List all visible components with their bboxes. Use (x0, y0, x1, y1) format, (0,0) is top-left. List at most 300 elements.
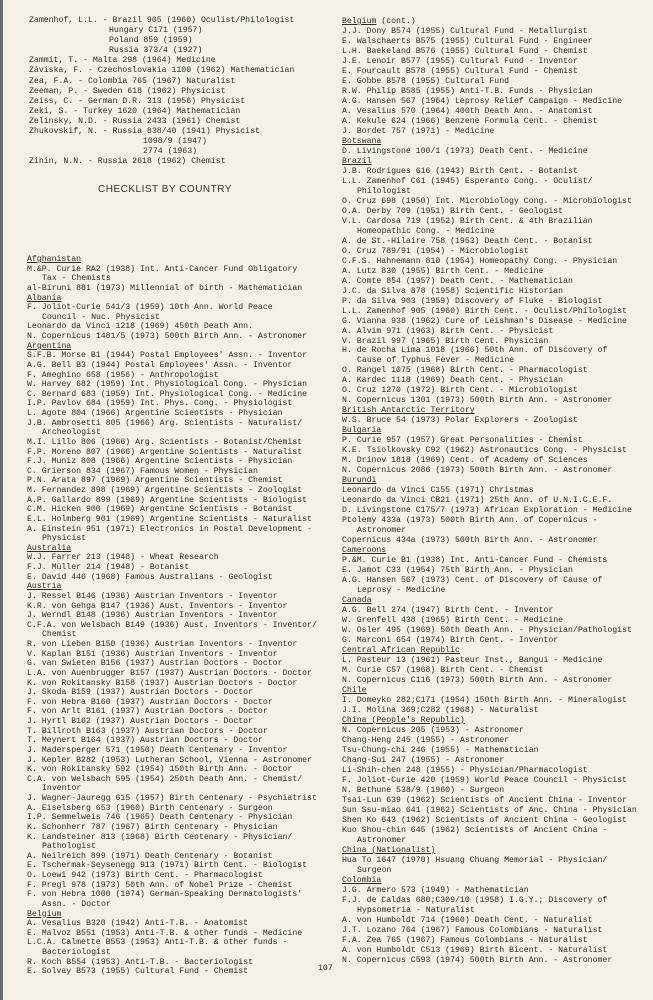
stamp-entry (342, 287, 637, 297)
country-name: China (Nationalist) (342, 845, 436, 855)
stamp-entry-line: J. Skoda B159 (1937) Austrian Doctors - Doctor (27, 688, 254, 698)
stamp-entry-line: J. Madersperger 571 (1950) Death Centenary - Inventor (27, 745, 288, 755)
stamp-entry-line: T. Meynert B164 (1937) Austrian Doctors - Doctor (27, 736, 263, 746)
stamp-entry (27, 746, 317, 756)
stamp-entry (342, 636, 637, 646)
stamp-entry (27, 515, 317, 525)
country-name: Chile (342, 685, 367, 695)
stamp-entry-line: E. Tschermak-Seysenegg 913 (1971) Birth Cent. - Biologist (27, 861, 308, 871)
stamp-entry-line: Hua To 1647 (1970) Hsuang Chuang Memorial - Physician/ (342, 855, 608, 865)
stamp-entry-line: A. Vesalius B320 (1942) Anti-T.B. - Anatomist (27, 919, 249, 929)
stamp-entry (27, 756, 317, 766)
stamp-entry-continuation: Pathologist (42, 842, 97, 852)
stamp-entry-line: V. Kaplan B151 (1936) Austrian Inventors - Inventor (27, 649, 278, 659)
stamp-entry (342, 366, 637, 376)
index-line: 2774 (1963) (143, 147, 198, 157)
stamp-entry-line: F.J. Muniz 808 (1966) Argentine Scientists - Physician (27, 457, 293, 467)
stamp-entry (342, 47, 637, 57)
stamp-entry (342, 307, 637, 317)
stamp-entry-line: A. von Humboldt 714 (1960) Death Cent. - Naturalist (342, 915, 593, 925)
stamp-entry-continuation: Archeologist (42, 428, 101, 438)
stamp-entry (342, 386, 637, 396)
stamp-entry-line: A. Neilreich 899 (1971) Death Centenary - Botanist (27, 851, 273, 861)
stamp-entry (27, 438, 317, 448)
stamp-entry (27, 467, 317, 477)
country-heading (342, 646, 637, 656)
stamp-entry-line: A.G. Hansen 567 (1973) Cent. of Discovery of Cause of (342, 576, 603, 586)
stamp-entry-line: P.N. Arata 897 (1969) Argentine Scientists - Chemist (27, 476, 283, 486)
stamp-entry (342, 197, 637, 207)
stamp-entry (27, 371, 317, 381)
section-title: CHECKLIST BY COUNTRY (98, 184, 232, 195)
stamp-entry (342, 117, 637, 127)
page-edge-shadow (0, 0, 3, 1000)
index-line: Zamenhof, L.L. - Brazil 905 (1960) Oculist/Philologist (29, 16, 295, 25)
country-group (27, 910, 317, 977)
stamp-entry (342, 247, 637, 257)
stamp-entry (27, 419, 317, 438)
stamp-entry-line: M.&P. Curie RA2 (1938) Int. Anti-Cancer Fund Obligatory (27, 264, 298, 274)
stamp-entry-line: L.A. von Auenbrugger B157 (1937) Austrian Doctors - Doctor (27, 668, 312, 678)
stamp-entry-line: F.J. Müller 214 (1948) - Botanist (27, 563, 190, 572)
stamp-entry (342, 746, 637, 756)
stamp-entry (342, 297, 637, 307)
stamp-entry (342, 886, 637, 896)
checklist-column-left (27, 255, 317, 977)
country-group (342, 157, 637, 407)
stamp-entry (342, 257, 637, 267)
stamp-entry-line: Shen Ko 643 (1962) Scientists of Ancient China - Geologist (342, 815, 627, 825)
stamp-entry (342, 786, 637, 796)
stamp-entry-line: S.F.B. Morse B1 (1944) Postal Employees' Assn. - Inventor (27, 351, 308, 361)
stamp-entry (27, 775, 317, 794)
country-name: British Antarctic Territory (342, 406, 475, 416)
index-line: Hungary C171 (1957) (109, 26, 203, 36)
stamp-entry-line: L.L. Zamenhof 905 (1960) Birth Cent. - Oculist/Philologist (342, 306, 627, 316)
country-heading (342, 546, 637, 556)
stamp-entry (342, 436, 637, 446)
stamp-entry (342, 706, 637, 716)
stamp-entry-line: O. Loewi 942 (1973) Birth Cent. - Pharmacologist (27, 871, 263, 880)
stamp-entry-line: C.A. von Welsbach 595 (1954) 250th Death Ann. - Chemist/ (27, 774, 303, 784)
stamp-entry (342, 107, 637, 117)
stamp-entry-line: K. von Rokitansky 592 (1954) 150th Birth Ann. - Doctor (27, 765, 293, 775)
stamp-entry-line: W.J. Farrer 213 (1948) - Wheat Research (27, 553, 219, 563)
index-entry: Zea, F.A. - Colombia 765 (1967) Naturalist (29, 76, 236, 86)
stamp-entry (27, 823, 317, 833)
stamp-entry (342, 816, 637, 826)
country-group (342, 646, 637, 686)
stamp-entry-line: F. Pregl 978 (1973) 50th Ann. of Nobel Prize - Chemist (27, 880, 293, 890)
stamp-entry-line: E. Solvay B573 (1955) Cultural Fund - Chemist (27, 967, 249, 977)
country-name: Belgium (27, 909, 62, 919)
stamp-entry-line: E. Malvoz B551 (1953) Anti-T.B. & other funds - Medicine (27, 928, 303, 938)
stamp-entry-line: K. von Rokitansky B158 (1937) Austrian Doctors - Doctor (27, 678, 298, 688)
stamp-entry-line: W. Osler 495 (1969) 50th Death Ann. - Physician/Pathologist (342, 626, 632, 636)
stamp-entry (27, 496, 317, 506)
stamp-entry (342, 237, 637, 247)
stamp-entry (27, 679, 317, 689)
index-entry: Zeiss, C. - German D.R. 313 (1956) Physicist (29, 96, 246, 106)
country-name: Albania (27, 293, 62, 303)
stamp-entry (342, 566, 637, 576)
stamp-entry-line: Chang-Heng 245 (1955) - Astronomer (342, 735, 510, 745)
stamp-entry-line: Tsai-Lun 639 (1962) Scientists of Ancient China - Inventor (342, 795, 627, 805)
stamp-entry-line: I.P. Pavlov 684 (1959) Int. Phys. Cong. - Physiologist (27, 399, 293, 409)
stamp-entry-continuation: Astronomer (357, 526, 407, 536)
stamp-entry (27, 861, 317, 871)
stamp-entry-line: A. Kekule 624 (1966) Benzene Formula Cent. - Chemist (342, 116, 598, 126)
stamp-entry-line: G. van Swieten B156 (1937) Austrian Doctors - Doctor (27, 659, 283, 669)
stamp-entry-line: N. Copernicus C116 (1973) 500th Birth Ann. - Astronomer (342, 675, 613, 685)
stamp-entry-line: D. Livingstone C175/7 (1973) African Exploration - Medicine (342, 506, 632, 516)
stamp-entry-line: J.B. Rodrigues 616 (1943) Birth Cent. - Botanist (342, 166, 578, 176)
country-heading (27, 342, 317, 352)
stamp-entry-line: Li-Shih-chen 248 (1955) - Physician/Pharmacologist (342, 765, 588, 775)
stamp-entry-line: A.G. Bell 274 (1947) Birth Cent. - Inventor (342, 606, 554, 616)
stamp-entry-line: C. Bernard 683 (1959) Int. Physiological Cong. - Medicine (27, 389, 308, 399)
stamp-entry-line: E. Jamot C33 (1954) 75th Birth Ann. - Physician (342, 566, 573, 576)
country-heading (342, 876, 637, 886)
stamp-entry-line: K.R. von Gehga B147 (1936) Aust. Inventors - Inventor (27, 601, 288, 611)
stamp-entry (342, 656, 637, 666)
stamp-entry (27, 659, 317, 669)
checklist-column-right (342, 17, 637, 966)
stamp-entry (27, 967, 317, 977)
stamp-entry-continuation: Hypsometria - Naturalist (357, 905, 475, 915)
stamp-entry-continuation: Chemist (42, 630, 77, 640)
stamp-entry-line: al-Biruni 881 (1973) Millennial of birth - Mathematician (27, 283, 303, 293)
stamp-entry-line: M. Curie C57 (1968) Birth Cent. - Chemist (342, 665, 544, 675)
stamp-entry (342, 616, 637, 626)
stamp-entry-line: C.M. Hicken 900 (1969) Argentine Scientists - Botanist (27, 505, 293, 515)
stamp-entry (342, 446, 637, 456)
stamp-entry-line: Chang-Sui 247 (1955) - Astronomer (342, 755, 505, 765)
stamp-entry (342, 37, 637, 47)
stamp-entry-line: F. von Hebra 1000 (1974) German-Speaking Dermatologists' (27, 890, 303, 900)
stamp-entry (342, 277, 637, 287)
country-name: China (People's Republic) (342, 715, 465, 725)
country-group (27, 342, 317, 544)
stamp-entry-line: C.F.S. Hahnemann 810 (1954) Homeopathy Cong. - Physician (342, 256, 618, 266)
stamp-entry-line: P.&M. Curie B1 (1938) Int. Anti-Cancer Fund - Chemists (342, 556, 608, 566)
stamp-entry (342, 946, 637, 956)
index-line: Poland 859 (1959) (109, 36, 193, 46)
country-group (27, 294, 317, 342)
stamp-entry-line: E. David 446 (1968) Famous Australians - Geologist (27, 572, 273, 582)
country-heading (342, 596, 637, 606)
stamp-entry-line: I.P. Semmelweis 746 (1965) Death Centenary - Physician (27, 813, 293, 823)
stamp-entry-continuation: Inventor (42, 784, 82, 794)
index-entry: Zinin, N.N. - Russia 2618 (1962) Chemist (29, 157, 226, 167)
stamp-entry-line: Leonardo da Vinci C155 (1971) Christmas (342, 486, 534, 496)
stamp-entry (342, 766, 637, 776)
stamp-entry (27, 688, 317, 698)
stamp-entry (342, 936, 637, 946)
stamp-entry (342, 376, 637, 386)
stamp-entry (342, 147, 637, 157)
stamp-entry-line: A.G. Hansen 567 (1964) Leprosy Relief Campaign - Medicine (342, 96, 623, 106)
stamp-entry-line: N. Copernicus 2086 (1973) 500th Birth Ann. - Astronomer (342, 466, 613, 476)
country-name: Canada (342, 596, 372, 606)
country-heading (342, 137, 637, 147)
stamp-entry-line: N. Copernicus 205 (1953) - Astronomer (342, 725, 524, 735)
stamp-entry-continuation: Council - Nuc. Physicist (42, 312, 160, 322)
stamp-entry-line: L. Agote 804 (1966) Argentine Scientists - Physician (27, 409, 283, 418)
stamp-entry (342, 57, 637, 67)
country-name: Botswana (342, 136, 382, 146)
stamp-entry-line: C.F.A. von Welsbach B149 (1936) Aust. Inventors - Inventor/ (27, 620, 317, 630)
stamp-entry-line: O. Cruz 1270 (1972) Birth Cent. - Microbiologist (342, 386, 578, 396)
index-line: Russia 373/4 (1927) (109, 46, 203, 56)
stamp-entry-line: I. Domeyko 282;C171 (1954) 150th Birth Ann. - Mineralogist (342, 695, 627, 705)
stamp-entry-line: J.C. da Silva 878 (1958) Scientific Historian (342, 286, 564, 296)
stamp-entry (27, 351, 317, 361)
stamp-entry-line: K. Schonherr 787 (1967) Birth Centenary - Physician (27, 822, 278, 832)
stamp-entry-line: J. Hyrtl B162 (1937) Austrian Doctors - Doctor (27, 717, 254, 726)
stamp-entry-line: N. Bethune 538/9 (1960) - Surgeon (342, 785, 505, 795)
stamp-entry (342, 456, 637, 466)
stamp-entry (27, 833, 317, 852)
stamp-entry-line: J.J. Dony B574 (1955) Cultural Fund - Metallurgist (342, 26, 588, 36)
stamp-entry (27, 486, 317, 496)
stamp-entry (342, 27, 637, 37)
stamp-entry (27, 505, 317, 515)
stamp-entry (342, 826, 637, 846)
stamp-entry (342, 776, 637, 786)
stamp-entry-line: T. Billroth B163 (1937) Austrian Doctors - Doctor (27, 726, 268, 736)
country-name: Afghanistan (27, 255, 82, 264)
stamp-entry-line: R. Koch B554 (1953) Anti-T.B. - Bacteriologist (27, 957, 254, 967)
stamp-entry-line: L.H. Baekeland B576 (1955) Cultural Fund - Chemist (342, 46, 588, 56)
stamp-entry-line: K.E. Tsiolkovsky C92 (1962) Astronautics Cong. - Physicist (342, 446, 627, 456)
stamp-entry-line: F. von Arlt B161 (1937) Austrian Doctors - Doctor (27, 707, 268, 717)
stamp-entry (27, 284, 317, 294)
country-heading (342, 846, 637, 856)
stamp-entry (342, 516, 637, 536)
stamp-entry (342, 696, 637, 706)
stamp-entry-line: Tsu-Chung-chi 246 (1955) - Mathematician (342, 745, 539, 755)
stamp-entry-continuation: Philologist (357, 186, 412, 196)
country-heading (342, 17, 637, 27)
stamp-entry-line: J.T. Lozano 764 (1967) Famous Colombians - Naturalist (342, 925, 603, 935)
stamp-entry (342, 67, 637, 77)
stamp-entry-line: Leonardo da Vinci 1218 (1969) 450th Death Ann. (27, 322, 254, 332)
stamp-entry (27, 448, 317, 458)
stamp-entry (342, 466, 637, 476)
country-group (342, 426, 637, 476)
stamp-entry (27, 698, 317, 708)
stamp-entry-line: L.C.A. Calmette B553 (1953) Anti-T.B. & other funds - (27, 938, 288, 948)
stamp-entry (342, 496, 637, 506)
stamp-entry-line: J. Werndl B148 (1936) Austrian Inventors - Inventor (27, 611, 278, 621)
country-heading (342, 716, 637, 726)
stamp-entry (27, 736, 317, 746)
stamp-entry (27, 881, 317, 891)
stamp-entry (342, 796, 637, 806)
stamp-entry-line: P. da Silva 903 (1959) Discovery of Fluke - Biologist (342, 296, 603, 306)
country-heading-suffix: (cont.) (376, 17, 416, 26)
stamp-entry-line: A.G. Bell B3 (1944) Postal Employees' Assn. - Inventor (27, 360, 293, 370)
stamp-entry (27, 765, 317, 775)
stamp-entry-line: F.P. Moreno 807 (1966) Argentine Scientists - Naturalist (27, 447, 303, 457)
country-name: Austria (27, 582, 62, 592)
index-line: 1098/9 (1947) (143, 137, 207, 147)
index-entry: Zeki, S. - Turkey 1620 (1964) Mathematician (29, 106, 241, 116)
stamp-entry-line: P. Curie 957 (1957) Great Personalities - Chemist (342, 436, 583, 446)
index-entry: Záviska, F. - Czechoslovakia 1100 (1962) Mathematician (29, 66, 295, 76)
country-name: Colombia (342, 875, 382, 885)
stamp-entry (27, 852, 317, 862)
stamp-entry-line: A. Comte 854 (1957) Death Cent. - Mathematician (342, 276, 573, 286)
stamp-entry (27, 813, 317, 823)
stamp-entry-line: A. Eiselsberg 653 (1960) Birth Centenary - Surgeon (27, 803, 273, 813)
stamp-entry-line: O. Rangel 1075 (1968) Birth Cent. - Pharmacologist (342, 366, 588, 376)
stamp-entry-line: N. Copernicus 1301 (1973) 500th Birth Ann. - Astronomer (342, 396, 613, 406)
stamp-entry-line: O. Cruz 789/91 (1954) - Microbiologist (342, 246, 529, 256)
stamp-entry (27, 332, 317, 342)
country-heading (27, 544, 317, 554)
stamp-entry (27, 717, 317, 727)
stamp-entry (27, 476, 317, 486)
stamp-entry (342, 856, 637, 876)
stamp-entry (27, 592, 317, 602)
stamp-entry (342, 916, 637, 926)
country-name: Brazil (342, 156, 372, 166)
stamp-entry-line: D. Livingstone 100/1 (1973) Death Cent. - Medicine (342, 146, 588, 156)
stamp-entry (27, 938, 317, 957)
stamp-entry (342, 506, 637, 516)
stamp-entry-line: W. Grenfell 438 (1965) Birth Cent. - Medicine (342, 616, 564, 626)
stamp-entry-line: O.A. Derby 709 (1951) Birth Cent. - Geologist (342, 206, 564, 216)
stamp-entry-line: E. Fourcault B578 (1955) Cultural Fund - Chemist (342, 66, 578, 76)
stamp-entry (27, 871, 317, 881)
index-entry: Zammit, T. - Malta 298 (1964) Medicine (29, 56, 216, 66)
stamp-entry-line: J.B. Ambrosetti 805 (1966) Arg. Scientists - Naturalist/ (27, 418, 303, 428)
stamp-entry (342, 346, 637, 366)
stamp-entry (27, 409, 317, 419)
country-heading (342, 426, 637, 436)
stamp-entry-continuation: Astronomer (357, 835, 407, 845)
stamp-entry-line: A. Vesalius 570 (1964) 400th Death Ann. - Anatomist (342, 106, 593, 116)
country-group (27, 544, 317, 583)
stamp-entry-line: R.W. Philip B585 (1955) Anti-T.B. Funds - Physician (342, 86, 593, 96)
country-group (342, 716, 637, 846)
stamp-entry (27, 919, 317, 929)
stamp-entry-line: J. Kepler B282 (1953) Lutheran School, Vienna - Astronomer (27, 755, 312, 765)
stamp-entry (27, 650, 317, 660)
stamp-entry-line: L.L. Zamenhof C61 (1945) Esperanto Cong. - Oculist/ (342, 176, 593, 186)
stamp-entry-line: M.I. Lillo 806 (1966) Arg. Scientists - Botanist/Chemist (27, 437, 303, 447)
stamp-entry (342, 666, 637, 676)
stamp-entry (342, 486, 637, 496)
stamp-entry (342, 97, 637, 107)
country-group (342, 686, 637, 716)
stamp-entry (342, 396, 637, 406)
country-name: Cameroons (342, 546, 387, 556)
stamp-entry-line: A.P. Gallardo 899 (1969) Argentine Scientists - Biologist (27, 495, 308, 505)
stamp-entry (27, 390, 317, 400)
stamp-entry-line: Sun Ssu-miao 641 (1962) Scientists of Anc. China - Physician (342, 805, 637, 815)
stamp-entry-line: F.J. de Caldas 680;C309/10 (1958) I.G.Y.; Discovery of (342, 895, 608, 905)
stamp-entry-line: Leonardo da Vinci CB21 (1971) 25th Ann. of U.N.I.C.E.F. (342, 496, 613, 506)
country-group (27, 255, 317, 294)
stamp-entry (342, 127, 637, 137)
stamp-entry (27, 958, 317, 968)
stamp-entry-line: Copernicus 434a (1973) 500th Birth Ann. - Astronomer (342, 536, 598, 546)
name-index (29, 16, 294, 167)
stamp-entry-line: M. Fernandez 898 (1969) Argentine Scientists - Zoologist (27, 486, 303, 495)
stamp-entry-line: M. Drinov 1818 (1969) Cent. of Academy of Sciences (342, 456, 588, 466)
stamp-entry (342, 676, 637, 686)
stamp-entry-line: J.E. Lenoir B577 (1955) Cultural Fund - Inventor (342, 56, 578, 66)
country-heading (342, 157, 637, 167)
stamp-entry-line: F. Joliot-Curie 541/3 (1959) 10th Ann. World Peace (27, 303, 273, 313)
stamp-entry-line: W. Harvey 682 (1959) Int. Physiological Cong. - Physician (27, 380, 308, 390)
stamp-entry-line: A. Kardec 1118 (1969) Death Cent. - Physician (342, 376, 564, 386)
stamp-entry-line: N. Copernicus C593 (1974) 500th Birth Ann. - Astronomer (342, 955, 613, 965)
stamp-entry-continuation: Bacteriologist (42, 948, 111, 957)
stamp-entry (342, 756, 637, 766)
stamp-entry-line: A. de St.-Hilaire 758 (1953) Death Cent. - Botanist (342, 236, 593, 246)
stamp-entry-line: O. Cruz 698 (1950) Int. Microbiology Cong. - Microbiologist (342, 196, 632, 206)
stamp-entry (342, 87, 637, 97)
stamp-entry (342, 337, 637, 347)
country-name: Central African Republic (342, 646, 460, 656)
stamp-entry-line: J. Ressel B146 (1936) Austrian Inventors - Inventor (27, 591, 278, 601)
stamp-entry (27, 563, 317, 573)
stamp-entry (342, 536, 637, 546)
country-group (27, 582, 317, 909)
stamp-entry-continuation: Tax - Chemists (42, 274, 111, 284)
stamp-entry (342, 806, 637, 816)
stamp-entry-line: F. Ameghino 658 (1956) - Anthropologist (27, 370, 219, 380)
stamp-entry-line: A. Lutz 830 (1955) Birth Cent. - Medicine (342, 266, 544, 276)
index-line: Zhukovskif, N. - Russia 838/40 (1941) Physicist (29, 127, 260, 137)
stamp-entry-line: Ptolemy 433a (1973) 500th Birth Ann. of Copernicus - (342, 516, 598, 526)
stamp-entry-continuation: Leprosy - Medicine (357, 586, 446, 596)
stamp-entry (27, 525, 317, 544)
country-group (342, 17, 637, 137)
index-entry (29, 127, 294, 157)
stamp-entry (342, 207, 637, 217)
country-heading (27, 294, 317, 304)
stamp-entry-line: N. Copernicus 1481/5 (1973) 500th Birth Ann. - Astronomer (27, 332, 308, 341)
stamp-entry-line: E.L. Holmberg 901 (1969) Argentine Scientists - Naturalist (27, 514, 312, 524)
stamp-entry (342, 77, 637, 87)
stamp-entry (27, 380, 317, 390)
stamp-entry-line: E. Gobbe B578 (1955) Cultural Fund (342, 76, 510, 86)
stamp-entry-line: V.L. Cardosa 719 (1952) Birth Cent. & 4th Brazilian (342, 216, 593, 226)
stamp-entry (27, 361, 317, 371)
stamp-entry-line: Kuo Shou-chin 645 (1962) Scientists of Ancient China - (342, 825, 608, 835)
stamp-entry-line: V. Brazil 997 (1965) Birth Cent. Physician (342, 336, 549, 346)
page-number: 107 (318, 964, 333, 973)
stamp-entry-continuation: Homeopathic Cong. - Medicine (357, 226, 495, 236)
index-entry: Zeeman, P. - Sweden 618 (1962) Physicist (29, 86, 226, 96)
country-name: Bulgaria (342, 426, 382, 436)
stamp-entry-line: E. Walschaerts B575 (1955) Cultural Fund - Engineer (342, 36, 593, 46)
stamp-entry-line: A. von Humboldt C513 (1969) Birth Bicent. - Naturalist (342, 945, 608, 955)
stamp-entry-continuation: Physicist (42, 534, 87, 544)
country-group (342, 406, 637, 426)
stamp-entry (342, 606, 637, 616)
stamp-entry (342, 956, 637, 966)
country-group (342, 846, 637, 876)
stamp-entry (27, 573, 317, 583)
country-name: Argentina (27, 341, 72, 351)
country-group (342, 876, 637, 966)
